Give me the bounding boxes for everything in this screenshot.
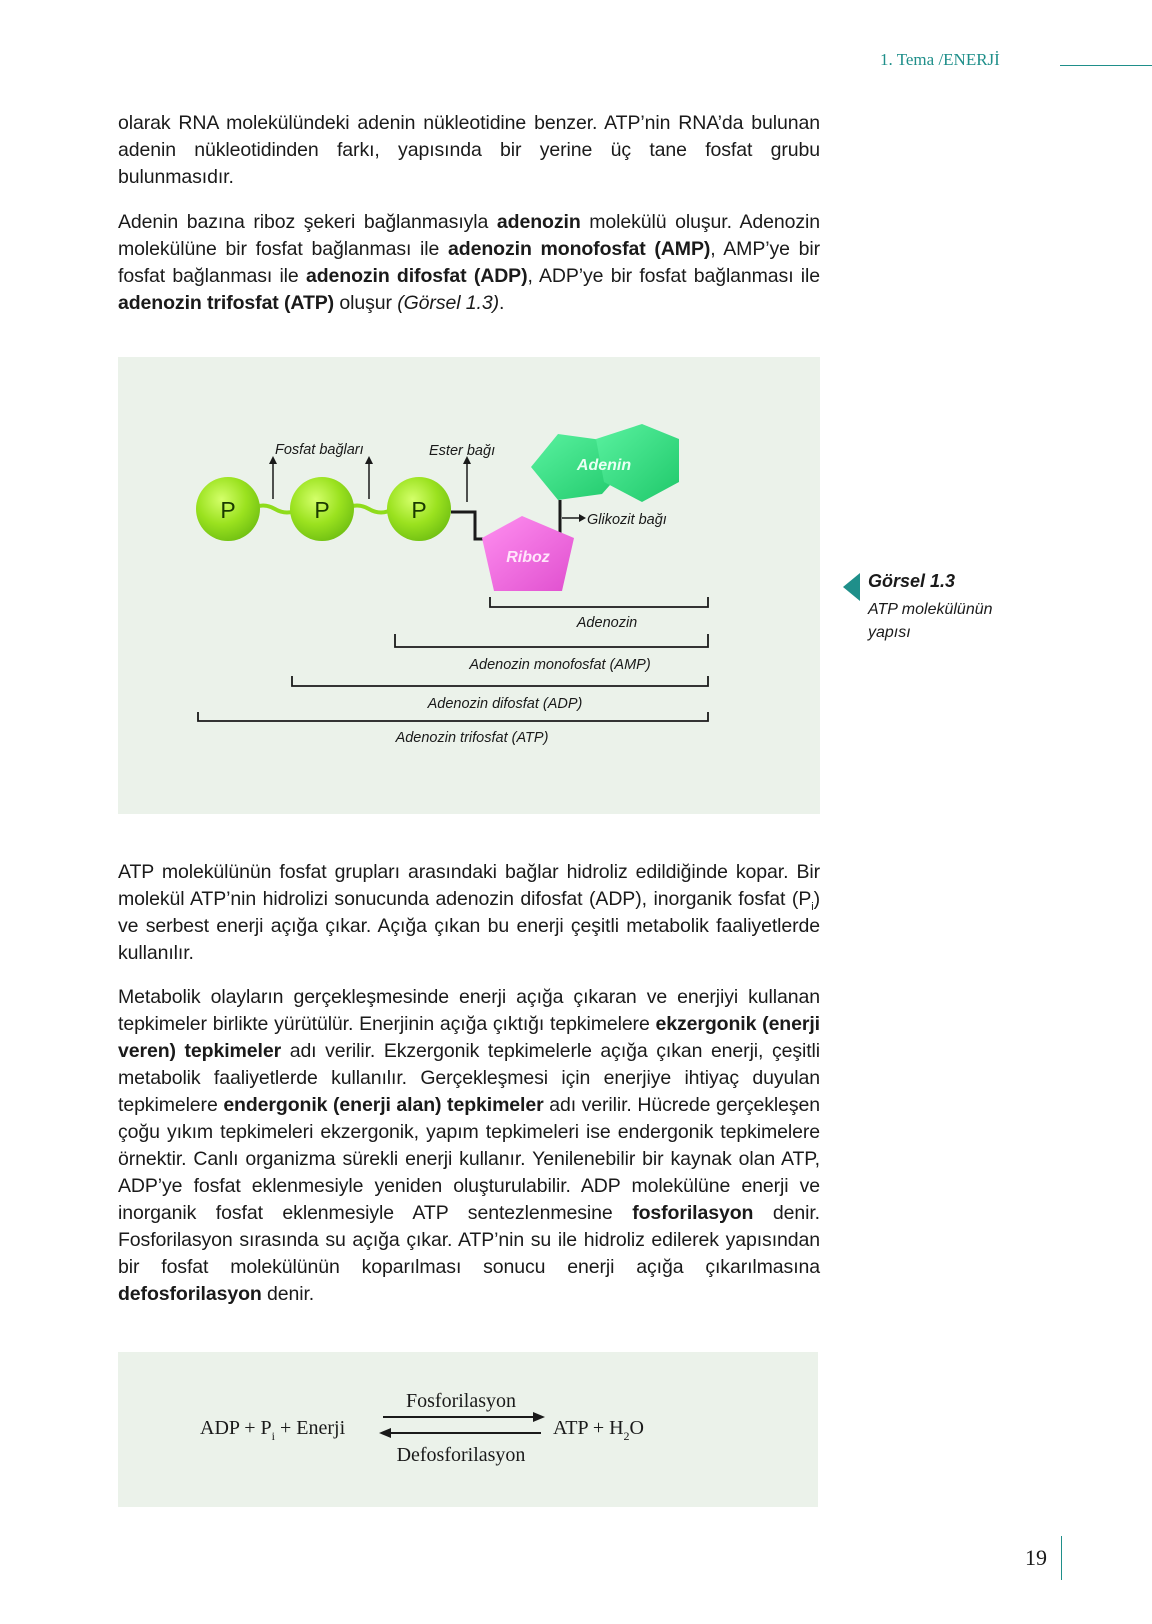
p2-text-4: , ADP’ye bir fosfat bağlanması ile: [527, 265, 821, 287]
glycosidic-bond-label: Glikozit bağı: [587, 512, 667, 528]
equation-box: [118, 1352, 818, 1507]
term-endergonik: endergonik (enerji alan) tepkimeler: [223, 1094, 544, 1116]
equation-right-subscript: 2: [623, 1429, 630, 1443]
p4-text-4: denir. Fosforilasyon sırasında su açığa çıkar. ATP’nin su ile hidroliz edilerek yapısından bir fosfat molekülünün koparılması sonucu enerji açığa çıkarılmasına: [118, 1202, 821, 1278]
paragraph-1: [118, 110, 820, 191]
reverse-arrow-head: [379, 1428, 391, 1438]
paragraph-1-text: olarak RNA molekülündeki adenin nükleotidine benzer. ATP’nin RNA’da bulunan adenin nükleotidinden farkı, yapısında bir yerine üç tane fosfat grubu bulunmasıdır.: [118, 112, 820, 188]
p2-text-1: Adenin bazına riboz şekeri bağlanmasıyla: [118, 211, 497, 233]
atp-diagram: [118, 357, 820, 814]
p4-text-2: adı verilir. Ekzergonik tepkimelerle açığa çıkan enerji, çeşitli metabolik faaliyetlerde kullanılır. Gerçekleşmesi için enerjiye ihtiyaç duyulan tepkimelere: [118, 1040, 821, 1116]
p4-text-3: adı verilir. Hücrede gerçekleşen çoğu yıkım tepkimeleri ekzergonik, yapım tepkimeleri ise endergonik tepkimelere örnektir. Canlı organizma sürekli enerji kullanır. Yenilenebilir bir kaynak olan ATP, ADP’ye fosfat eklenmesiyle yeniden oluşturulabilir. ADP molekülüne enerji ve inorganik fosfat eklenmesiyle ATP sentezlenmesine: [118, 1094, 821, 1224]
p2-text-5: oluşur: [334, 292, 398, 314]
bracket-adp: [292, 676, 708, 686]
bracket-atp: [198, 712, 708, 721]
figure-reference: (Görsel 1.3): [397, 292, 499, 314]
caption-pointer-icon: [843, 573, 860, 601]
term-defosforilasyon: defosforilasyon: [118, 1283, 262, 1305]
p2-text-2: molekülü oluşur. Adenozin molekülüne bir fosfat bağlanması ile: [118, 211, 821, 260]
p2-text-6: .: [498, 292, 505, 314]
forward-label: Fosforilasyon: [406, 1390, 516, 1412]
header-rule: [1060, 65, 1152, 66]
equation-right-b: O: [629, 1417, 644, 1439]
glycosidic-arrow-head: [579, 514, 586, 522]
term-ekzergonik: ekzergonik (enerji veren) tepkimeler: [118, 1013, 820, 1062]
equation-right-side: [553, 1417, 644, 1443]
bracket-amp: [395, 634, 708, 647]
p3-text-1: ATP molekülünün fosfat grupları arasındaki bağlar hidroliz edildiğinde kopar. Bir molekül ATP’nin hidrolizi sonucunda adenozin difosfat (ADP), inorganik fosfat (P: [118, 861, 820, 910]
paragraph-2: [118, 209, 820, 317]
bracket-label-atp: Adenozin trifosfat (ATP): [395, 730, 549, 746]
section-header: 1. Tema /ENERJİ: [880, 50, 1000, 69]
p4-text-1: Metabolik olayların gerçekleşmesinde enerji açığa çıkaran ve enerjiyi kullanan tepkimeler birlikte yürütülür. Enerjinin açığa çıktığı tepkimelere: [118, 986, 820, 1035]
p3-subscript: i: [811, 900, 814, 913]
bracket-label-amp: Adenozin monofosfat (AMP): [469, 657, 651, 673]
term-adenozin: adenozin: [496, 211, 581, 233]
equation-right-a: ATP + H: [553, 1417, 624, 1439]
term-amp: adenozin monofosfat (AMP): [448, 238, 711, 260]
page-number: 19: [1025, 1545, 1047, 1570]
phosphate-bonds-label: Fosfat bağları: [275, 442, 364, 458]
term-fosforilasyon: fosforilasyon: [632, 1202, 754, 1224]
paragraph-3: [118, 859, 820, 967]
atp-structure-figure: [118, 357, 820, 814]
figure-caption-text: ATP molekülünün yapısı: [868, 601, 993, 641]
phosphate-1-label: P: [220, 497, 236, 523]
bracket-label-adenozin: Adenozin: [576, 615, 638, 631]
p2-text-3: , AMP’ye bir fosfat bağlanması ile: [118, 238, 820, 287]
forward-arrow-head: [533, 1412, 545, 1422]
p3-text-2: ) ve serbest enerji açığa çıkar. Açığa çıkan bu enerji çeşitli metabolik faaliyetlerde kullanılır.: [118, 888, 820, 964]
figure-caption-title: Görsel 1.3: [868, 571, 956, 591]
ester-bond-line: [451, 512, 490, 539]
phosphate-2-label: P: [314, 497, 330, 523]
reaction-equation: [118, 1352, 818, 1507]
p4-text-5: denir.: [261, 1283, 315, 1305]
page-number-rule: [1061, 1536, 1062, 1580]
equation-left-side: [200, 1417, 346, 1443]
equation-left-a: ADP + P: [200, 1417, 272, 1439]
ribose-label: Riboz: [506, 549, 550, 566]
adenine-label: Adenin: [576, 457, 632, 474]
phosphate-3-label: P: [411, 497, 427, 523]
term-atp: adenozin trifosfat (ATP): [118, 292, 335, 314]
reverse-label: Defosforilasyon: [396, 1444, 526, 1466]
equation-left-b: + Enerji: [275, 1417, 346, 1439]
phosphate-bond-arrowhead-2: [365, 456, 373, 464]
bracket-adenozin: [490, 597, 708, 607]
equation-left-subscript: i: [271, 1429, 276, 1443]
paragraph-4: [118, 984, 820, 1308]
term-adp: adenozin difosfat (ADP): [305, 265, 528, 287]
ester-bond-label: Ester bağı: [429, 443, 496, 459]
bracket-label-adp: Adenozin difosfat (ADP): [427, 696, 583, 712]
